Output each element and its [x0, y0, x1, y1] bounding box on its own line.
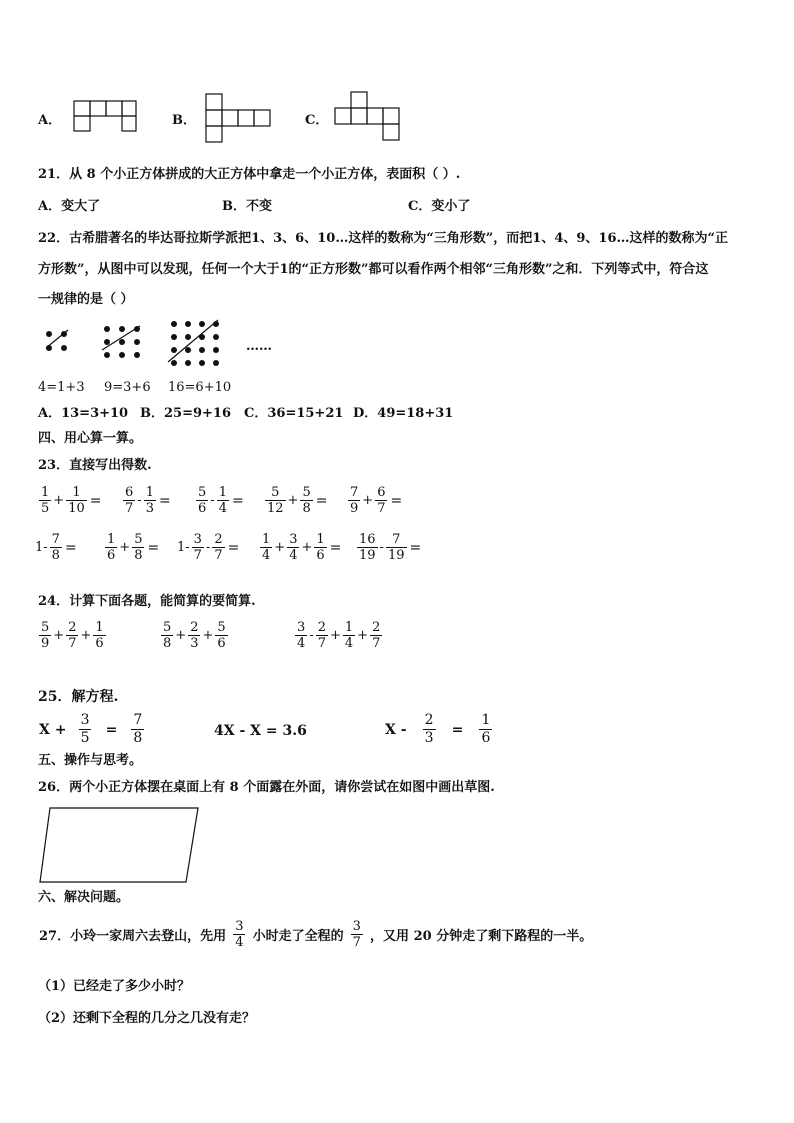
- q20-option-b-label: B．: [172, 113, 196, 128]
- q24-stem: 24．计算下面各题，能简算的要简算.: [38, 594, 256, 609]
- fraction: $\frac{5}{8}$: [302, 485, 311, 516]
- q20-option-c-label: C．: [305, 113, 329, 128]
- operator: +: [80, 628, 92, 643]
- expression: [104, 532, 159, 563]
- q27-stem: [38, 919, 593, 950]
- section-4-heading: 四、用心算一算。: [38, 431, 143, 446]
- fraction: $\frac{5}{8}$: [163, 620, 172, 651]
- fraction: $\frac{6}{7}$: [377, 485, 386, 516]
- operator: +: [175, 628, 187, 643]
- operator: +: [119, 540, 131, 555]
- fraction: $\frac{1}{3}$: [145, 485, 154, 516]
- q25-equation-1: [38, 712, 145, 747]
- q23-stem: 23．直接写出得数.: [38, 458, 152, 473]
- q26-parallelogram-drawing-area[interactable]: [38, 806, 202, 884]
- fraction: $\frac{1}{4}$: [262, 532, 271, 563]
- fraction: $\frac{2}{7}$: [317, 620, 326, 651]
- expression: [347, 485, 402, 516]
- equals-sign: =: [227, 539, 240, 556]
- q20-option-a-net: [70, 99, 140, 133]
- expression: [264, 485, 327, 516]
- expression: [38, 485, 101, 516]
- fraction: $\frac{5}{12}$: [267, 485, 284, 516]
- expression: [195, 485, 244, 516]
- fraction: $\frac{1}{4}$: [344, 620, 354, 651]
- q27-stem-mid: 小时走了全程的: [252, 929, 344, 944]
- section-6-heading: 六、解决问题。: [38, 890, 130, 905]
- operator: -: [205, 540, 211, 555]
- equals-sign: =: [64, 539, 77, 556]
- fraction: $\frac{1}{6}$: [95, 620, 104, 651]
- operator: 1-: [177, 540, 190, 555]
- operator: +: [357, 628, 369, 643]
- fraction: $\frac{2}{7}$: [214, 532, 223, 563]
- fraction: $\frac{1}{4}$: [218, 485, 227, 516]
- expression: [356, 532, 421, 563]
- q25-equation-3: [384, 712, 493, 747]
- equals-sign: =: [147, 539, 160, 556]
- q25-eq3-lhs: X -: [385, 721, 407, 738]
- expression: [259, 532, 341, 563]
- q20-option-c-net: [333, 90, 405, 144]
- q22-option-a: A．13=3+10: [38, 406, 129, 421]
- expression: [34, 532, 77, 563]
- equals-sign: =: [158, 492, 171, 509]
- expression: [122, 485, 171, 516]
- q22-option-c: C．36=15+21: [244, 406, 344, 421]
- fraction: $\frac{16}{19}$: [359, 532, 376, 563]
- fraction: $\frac{1}{10}$: [68, 485, 85, 516]
- fraction: $\frac{2}{7}$: [372, 620, 381, 651]
- q22-option-b: B．25=9+16: [140, 406, 232, 421]
- operator: +: [53, 493, 65, 508]
- q22-stem-line3: 一规律的是（ ）: [38, 292, 134, 307]
- q27-sub-question-1: （1）已经走了多少小时？: [38, 979, 191, 994]
- q22-option-d: D．49=18+31: [353, 406, 454, 421]
- q25-eq1-fraction-1: $\frac{3}{5}$: [80, 712, 90, 746]
- equals-sign: =: [231, 492, 244, 509]
- operator: +: [202, 628, 214, 643]
- equals-sign: =: [390, 492, 403, 509]
- q25-eq1-fraction-2: $\frac{7}{8}$: [133, 712, 143, 746]
- fraction: $\frac{5}{8}$: [134, 532, 143, 563]
- equals-sign: =: [409, 539, 422, 556]
- q27-fraction-hours: $\frac{3}{4}$: [235, 919, 244, 950]
- q22-dot-figures: [40, 318, 280, 374]
- operator: +: [301, 540, 313, 555]
- q21-stem: 21．从 8 个小正方体拼成的大正方体中拿走一个小正方体，表面积（ ）.: [38, 167, 461, 182]
- q25-eq1-equals: =: [105, 721, 118, 738]
- q22-ellipsis: ……: [246, 339, 272, 354]
- section-5-heading: 五、操作与思考。: [38, 753, 143, 768]
- q27-stem-post: ，又用 20 分钟走了剩下路程的一半。: [370, 929, 593, 944]
- fraction: $\frac{3}{7}$: [193, 532, 202, 563]
- fraction: $\frac{5}{6}$: [217, 620, 226, 651]
- expression: [160, 620, 229, 651]
- operator: +: [329, 628, 341, 643]
- q25-stem: 25．解方程.: [38, 689, 119, 705]
- fraction: $\frac{3}{4}$: [289, 532, 298, 563]
- fraction: $\frac{2}{7}$: [68, 620, 77, 651]
- operator: -: [210, 493, 215, 508]
- operator: +: [53, 628, 65, 643]
- q20-option-b-net: [204, 92, 274, 144]
- operator: -: [379, 540, 384, 555]
- expression: [38, 620, 107, 651]
- q27-sub-question-2: （2）还剩下全程的几分之几没有走？: [38, 1011, 256, 1026]
- fraction: $\frac{7}{9}$: [350, 485, 359, 516]
- operator: -: [137, 493, 142, 508]
- operator: +: [287, 493, 299, 508]
- fraction: $\frac{7}{8}$: [51, 532, 60, 563]
- q21-option-b: B．不变: [222, 199, 272, 214]
- q22-stem-line2: 方形数”，从图中可以发现，任何一个大于1的“正方形数”都可以看作两个相邻“三角形数”之和．下列等式中，符合这: [38, 262, 709, 277]
- q22-stem-line1: 22．古希腊著名的毕达哥拉斯学派把1、3、6、10…这样的数称为“三角形数”，而把1、4、9、16…这样的数称为“正: [38, 231, 728, 246]
- equals-sign: =: [89, 492, 102, 509]
- fraction: $\frac{6}{7}$: [125, 485, 134, 516]
- q25-eq1-lhs: X +: [39, 721, 67, 738]
- fraction: $\frac{1}{6}$: [107, 532, 116, 563]
- q22-caption-1: 4=1+3: [38, 380, 85, 395]
- fraction: $\frac{5}{9}$: [41, 620, 50, 651]
- q25-eq3-equals: =: [451, 721, 464, 738]
- q25-equation-2: 4X - X = 3.6: [214, 723, 307, 739]
- operator: -: [309, 628, 314, 643]
- q21-option-c: C．变小了: [408, 199, 471, 214]
- equals-sign: =: [315, 492, 328, 509]
- fraction: $\frac{2}{3}$: [190, 620, 199, 651]
- fraction: $\frac{1}{5}$: [41, 485, 50, 516]
- q22-caption-3: 16=6+10: [168, 380, 232, 395]
- fraction: $\frac{3}{4}$: [297, 620, 306, 651]
- q22-caption-2: 9=3+6: [104, 380, 151, 395]
- q25-eq3-fraction-2: $\frac{1}{6}$: [481, 712, 491, 746]
- q27-stem-pre: 27．小玲一家周六去登山，先用: [39, 929, 227, 944]
- operator: 1-: [35, 540, 48, 555]
- q21-option-a: A．变大了: [38, 199, 101, 214]
- operator: +: [274, 540, 286, 555]
- fraction: $\frac{7}{19}$: [387, 532, 405, 563]
- q20-option-a-label: A．: [38, 113, 62, 128]
- fraction: $\frac{1}{6}$: [316, 532, 325, 563]
- expression: [294, 620, 383, 651]
- operator: +: [362, 493, 374, 508]
- equals-sign: =: [329, 539, 342, 556]
- expression: [176, 532, 239, 563]
- q26-stem: 26．两个小正方体摆在桌面上有 8 个面露在外面，请你尝试在如图中画出草图.: [38, 780, 495, 795]
- q27-fraction-distance: $\frac{3}{7}$: [352, 919, 361, 950]
- fraction: $\frac{5}{6}$: [198, 485, 207, 516]
- q25-eq3-fraction-1: $\frac{2}{3}$: [424, 712, 434, 746]
